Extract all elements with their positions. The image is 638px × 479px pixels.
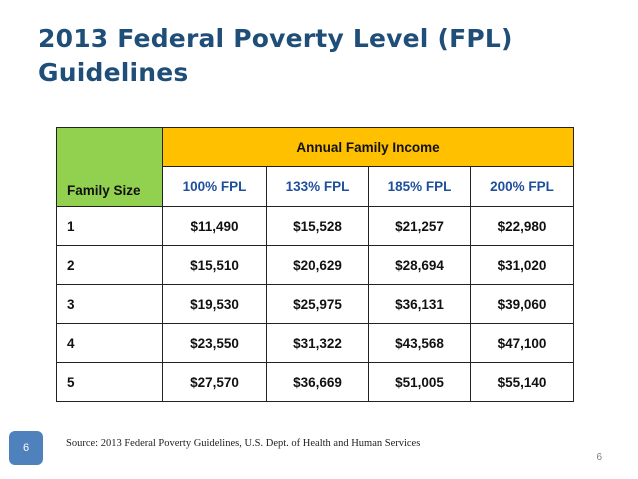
income-cell: $22,980 xyxy=(471,207,574,246)
family-size-cell: 3 xyxy=(57,285,163,324)
income-cell: $28,694 xyxy=(369,246,471,285)
income-cell: $11,490 xyxy=(163,207,267,246)
income-cell: $39,060 xyxy=(471,285,574,324)
table-header-row-group xyxy=(57,128,574,167)
slide-title xyxy=(38,22,598,90)
income-cell: $15,510 xyxy=(163,246,267,285)
slide-title-line-1: 2013 Federal Poverty Level (FPL) xyxy=(38,24,513,53)
income-cell: $55,140 xyxy=(471,363,574,402)
income-cell: $36,669 xyxy=(267,363,369,402)
income-cell: $19,530 xyxy=(163,285,267,324)
income-cell: $23,550 xyxy=(163,324,267,363)
table-row xyxy=(57,246,574,285)
table-row xyxy=(57,324,574,363)
family-size-header: Family Size xyxy=(57,128,163,207)
page-number: 6 xyxy=(596,452,602,463)
income-cell: $31,020 xyxy=(471,246,574,285)
family-size-cell: 1 xyxy=(57,207,163,246)
slide-title-line-2: Guidelines xyxy=(38,58,189,87)
income-cell: $43,568 xyxy=(369,324,471,363)
family-size-cell: 5 xyxy=(57,363,163,402)
family-size-cell: 4 xyxy=(57,324,163,363)
income-cell: $36,131 xyxy=(369,285,471,324)
income-cell: $25,975 xyxy=(267,285,369,324)
income-cell: $20,629 xyxy=(267,246,369,285)
slide-number-badge: 6 xyxy=(9,431,43,465)
column-header-200-fpl: 200% FPL xyxy=(471,167,574,207)
column-header-133-fpl: 133% FPL xyxy=(267,167,369,207)
income-cell: $21,257 xyxy=(369,207,471,246)
income-cell: $31,322 xyxy=(267,324,369,363)
income-cell: $27,570 xyxy=(163,363,267,402)
family-size-cell: 2 xyxy=(57,246,163,285)
column-header-100-fpl: 100% FPL xyxy=(163,167,267,207)
income-cell: $47,100 xyxy=(471,324,574,363)
table-row xyxy=(57,285,574,324)
table-row xyxy=(57,207,574,246)
annual-family-income-header: Annual Family Income xyxy=(163,128,574,167)
income-cell: $15,528 xyxy=(267,207,369,246)
source-citation: Source: 2013 Federal Poverty Guidelines, U.S. Dept. of Health and Human Services xyxy=(66,438,421,449)
table-row xyxy=(57,363,574,402)
column-header-185-fpl: 185% FPL xyxy=(369,167,471,207)
fpl-guidelines-table xyxy=(56,127,574,402)
income-cell: $51,005 xyxy=(369,363,471,402)
